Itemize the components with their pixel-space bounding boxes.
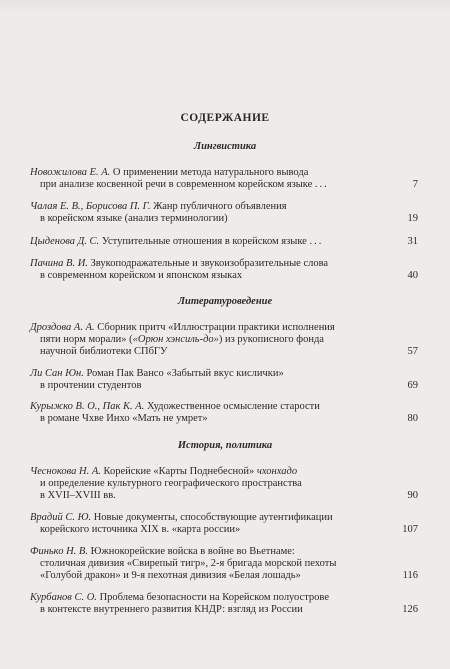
entry-page-number: 40 bbox=[407, 270, 418, 281]
entry-author: Дроздова А. А. bbox=[30, 322, 95, 333]
entry-author: Врадий С. Ю. bbox=[30, 512, 92, 523]
entry-author: Пачина В. И. bbox=[30, 258, 88, 269]
entry-author: Курыжко В. О., Пак К. А. bbox=[30, 401, 145, 412]
section-heading-history: История, политика bbox=[177, 440, 273, 451]
entry-title-line: в романе Чхве Инхо «Мать не умрет» bbox=[40, 413, 208, 424]
entry-title-line: Южнокорейские войска в войне во Вьетнаме: bbox=[87, 546, 295, 557]
section-heading-linguistics: Лингвистика bbox=[193, 141, 257, 152]
toc-entry[interactable] bbox=[30, 258, 418, 282]
entry-title-line: «Голубой дракон» и 9-я пехотная дивизия «Белая лошадь» bbox=[40, 570, 301, 581]
entry-title-line: и определение культурного географического пространства bbox=[40, 478, 302, 489]
entry-page-number: 80 bbox=[407, 413, 418, 424]
page-top-shadow bbox=[0, 0, 450, 14]
toc-entry[interactable] bbox=[30, 368, 418, 392]
entry-author: Курбанов С. О. bbox=[30, 592, 97, 603]
entry-page-number: 31 bbox=[407, 236, 418, 247]
entry-title-italic: чхонхадо bbox=[256, 466, 298, 477]
toc-entry[interactable] bbox=[30, 201, 418, 225]
entry-page-number: 126 bbox=[402, 604, 418, 615]
entry-title-line: в контексте внутреннего развития КНДР: взгляд из России bbox=[40, 604, 303, 615]
entry-title-line: пяти норм морали» ( bbox=[40, 334, 133, 345]
entry-author: Новожилова Е. А. bbox=[30, 167, 111, 178]
leader-dots: ... bbox=[309, 236, 324, 247]
entry-author: Финько Н. В. bbox=[30, 546, 88, 557]
entry-author: Чалая Е. В., Борисова П. Г. bbox=[30, 201, 151, 212]
entry-title-line: в прочтении студентов bbox=[40, 380, 142, 391]
entry-author: Чеснокова Н. А. bbox=[30, 466, 101, 477]
entry-title-line: столичная дивизия «Свирепый тигр», 2-я бригада морской пехоты bbox=[40, 558, 337, 569]
entry-title-line: Жанр публичного объявления bbox=[150, 201, 287, 212]
entry-author: Ли Сан Юн. bbox=[30, 368, 84, 379]
toc-entry[interactable] bbox=[30, 592, 418, 616]
entry-title-line: Корейские «Карты Поднебесной» bbox=[100, 466, 257, 477]
toc-entry[interactable] bbox=[30, 512, 418, 536]
entry-title-line: в современном корейском и японском языках bbox=[40, 270, 243, 281]
toc-title: СОДЕРЖАНИЕ bbox=[180, 112, 270, 124]
entry-author: Цыденова Д. С. bbox=[30, 236, 100, 247]
entry-title-line: Художественное осмысление старости bbox=[144, 401, 320, 412]
entry-page-number: 69 bbox=[407, 380, 418, 391]
entry-title-line: научной библиотеки СПбГУ bbox=[40, 346, 168, 357]
entry-page-number: 116 bbox=[402, 570, 418, 581]
entry-title-line: Роман Пак Вансо «Забытый вкус кислички» bbox=[83, 368, 284, 379]
entry-title-line: Уступительные отношения в корейском языке bbox=[99, 236, 307, 247]
toc-entry[interactable] bbox=[30, 546, 418, 582]
entry-page-number: 57 bbox=[407, 346, 418, 357]
entry-title-line: при анализе косвенной речи в современном корейском языке bbox=[40, 179, 313, 190]
entry-title-line: Сборник притч «Иллюстрации практики исполнения bbox=[94, 322, 335, 333]
entry-page-number: 19 bbox=[407, 213, 418, 224]
entry-page-number: 7 bbox=[412, 179, 418, 190]
section-heading-literature: Литературоведение bbox=[177, 296, 273, 307]
entry-title-line: в XVII–XVIII вв. bbox=[40, 490, 116, 501]
toc-entry[interactable] bbox=[30, 236, 418, 248]
entry-title-line: в корейском языке (анализ терминологии) bbox=[40, 213, 228, 224]
entry-title-line: Новые документы, способствующие аутентификации bbox=[91, 512, 333, 523]
entry-title-line: Проблема безопасности на Корейском полуострове bbox=[96, 592, 329, 603]
toc-entry[interactable] bbox=[30, 167, 418, 191]
entry-page-number: 90 bbox=[407, 490, 418, 501]
entry-title-line: Звукоподражательные и звукоизобразительные слова bbox=[87, 258, 329, 269]
entry-title-line: корейского источника XIX в. «карта россии» bbox=[40, 524, 241, 535]
entry-title-line: ) из рукописного фонда bbox=[218, 334, 324, 345]
entry-title-line: О применении метода натурального вывода bbox=[110, 167, 309, 178]
leader-dots: ... bbox=[314, 179, 329, 190]
entry-page-number: 107 bbox=[402, 524, 418, 535]
toc-entry[interactable] bbox=[30, 401, 418, 425]
toc-entry[interactable] bbox=[30, 466, 418, 502]
entry-title-italic: «Орюн хэнсиль-до» bbox=[132, 334, 219, 345]
toc-entry[interactable] bbox=[30, 322, 418, 358]
